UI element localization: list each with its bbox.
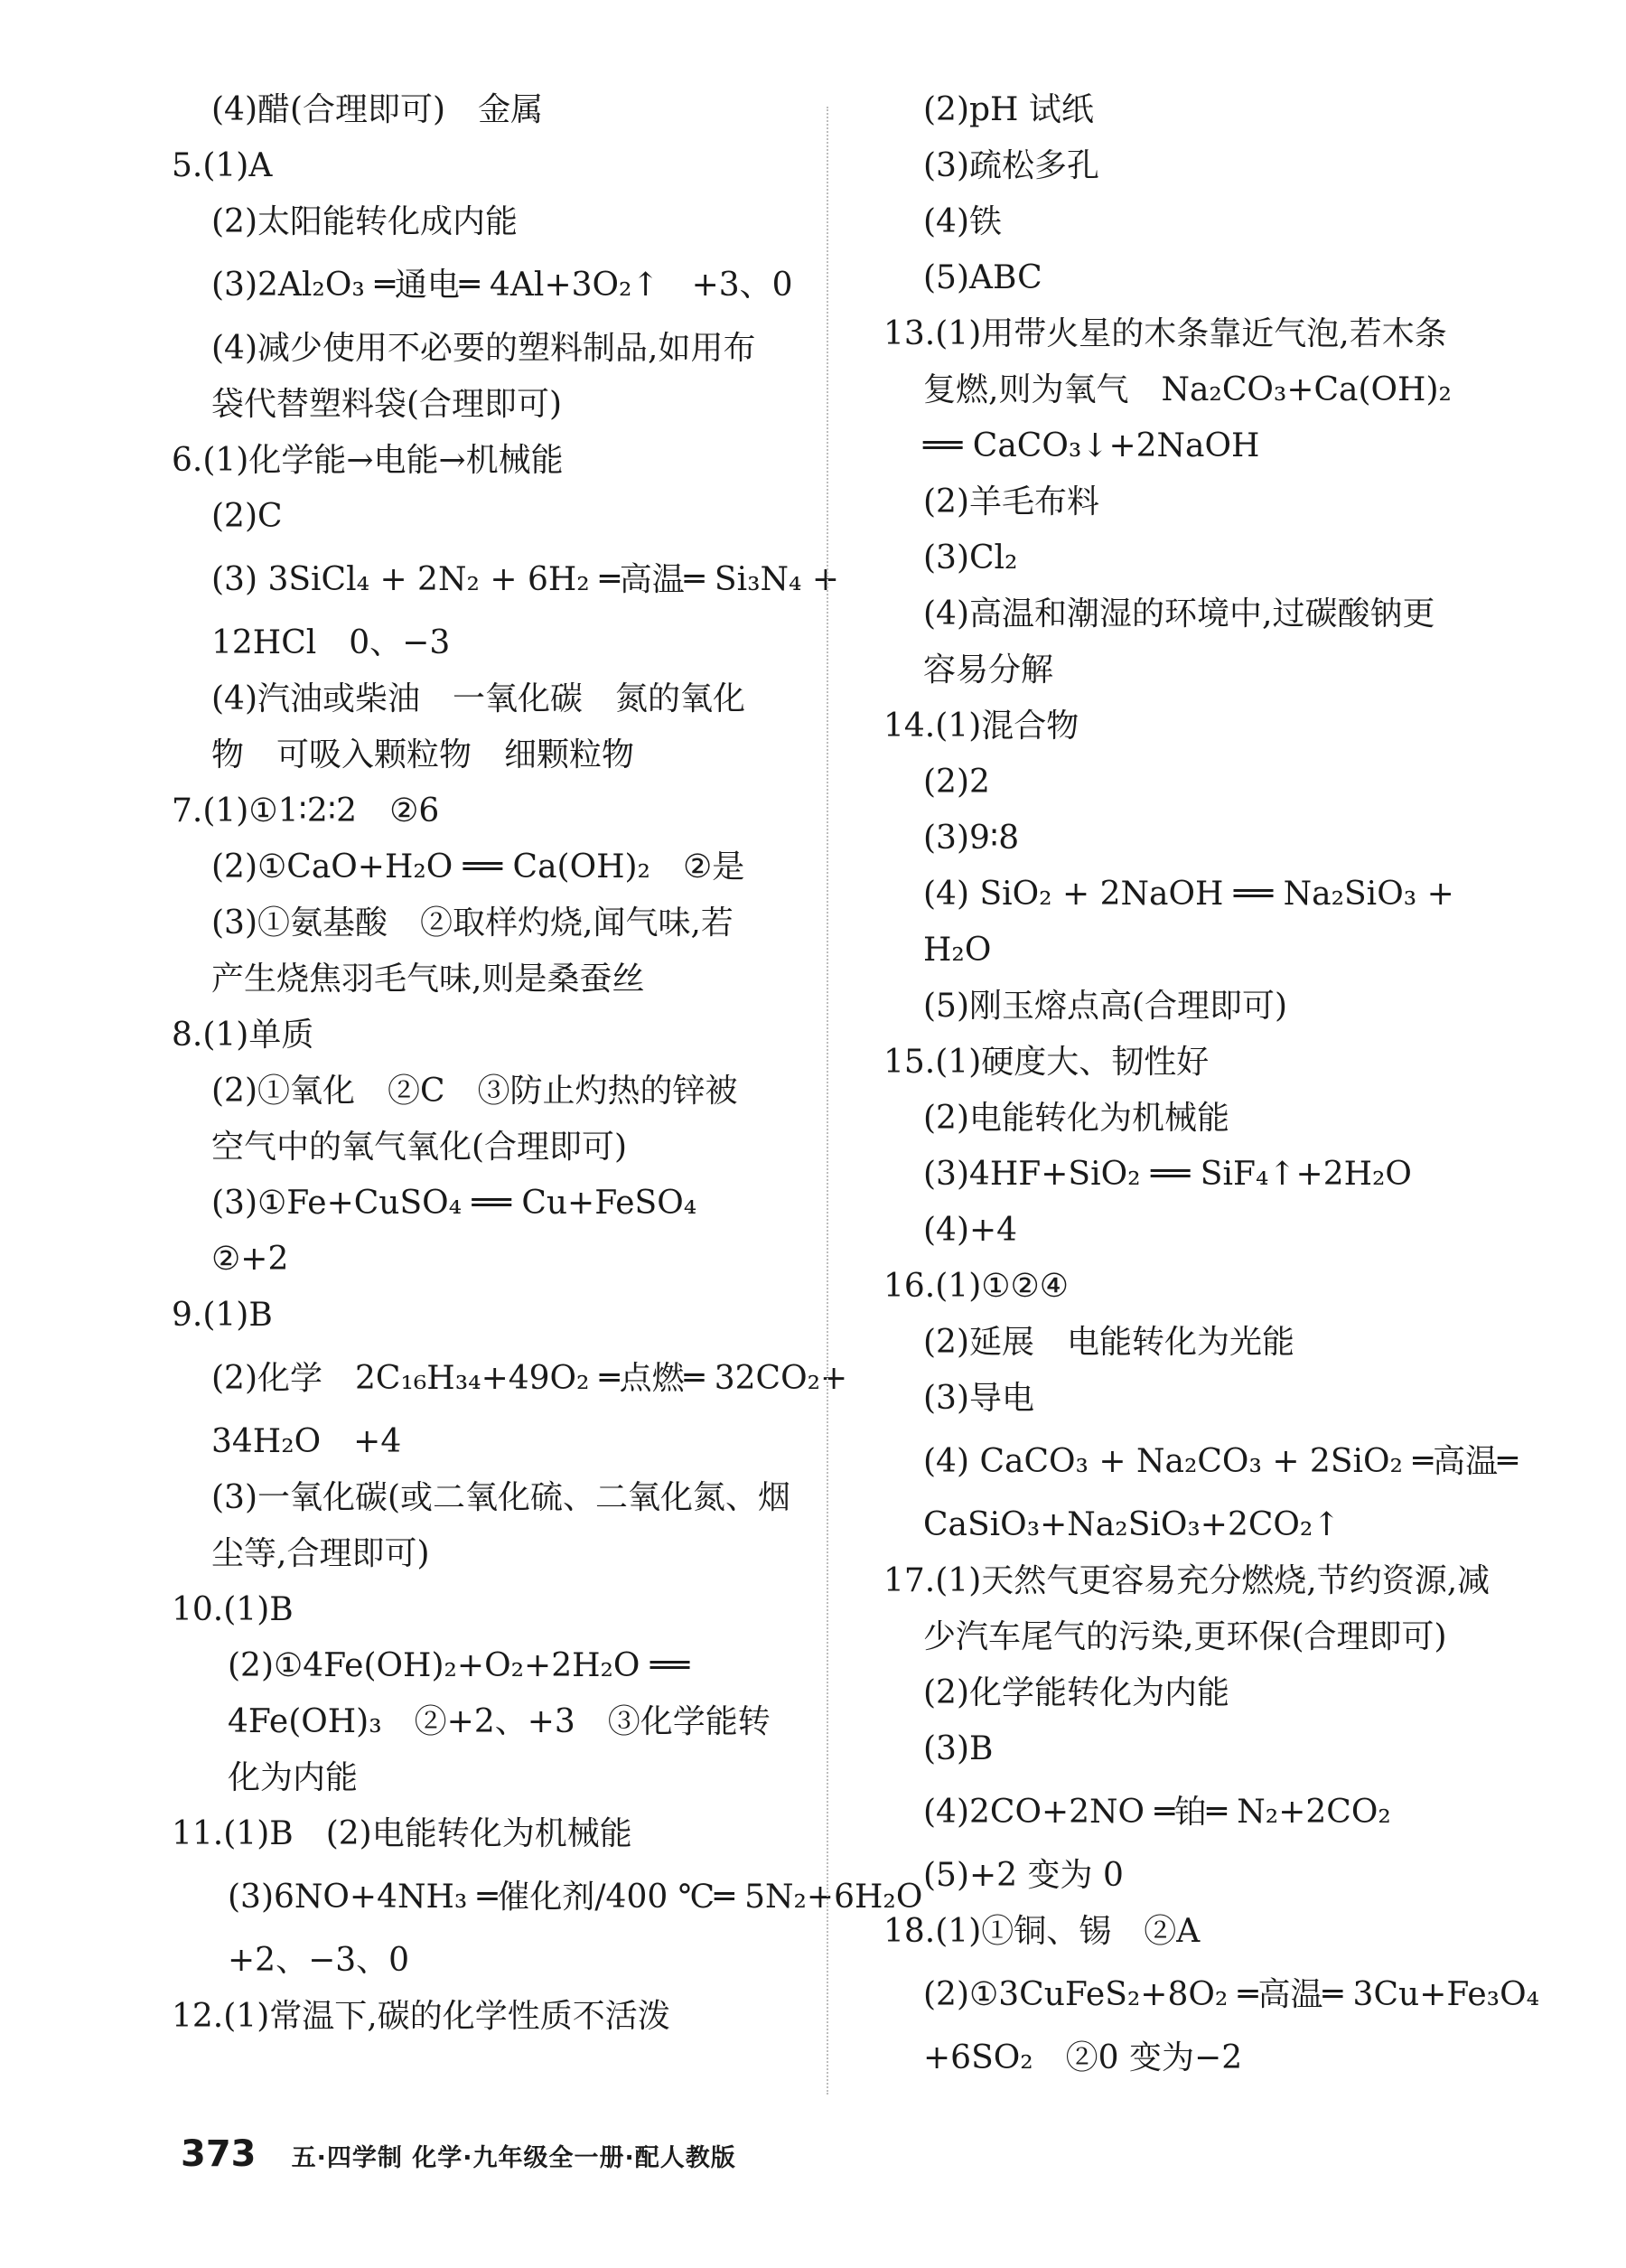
answer-line: ══ CaCO₃↓+2NaOH — [923, 427, 1260, 464]
answer-line: (2)①3CuFeS₂+8O₂ ═高温═ 3Cu+Fe₃O₄ — [923, 1976, 1540, 2013]
left-column — [172, 90, 923, 2053]
answer-line: (4)高温和潮湿的环境中,过碳酸钠更 — [923, 595, 1435, 633]
column-divider — [827, 107, 828, 2095]
answer-line: (4)2CO+2NO ═铂═ N₂+2CO₂ — [923, 1794, 1391, 1831]
answer-line: (3)①氨基酸 ②取样灼烧,闻气味,若 — [211, 904, 734, 942]
answer-line: 尘等,合理即可) — [211, 1535, 430, 1572]
answer-line: ②+2 — [211, 1241, 289, 1278]
book-title: 五·四学制 化学·九年级全一册·配人教版 — [291, 2144, 736, 2172]
answer-line: (2)pH 试纸 — [923, 91, 1094, 128]
answer-line: 化为内能 — [228, 1759, 359, 1796]
answer-line: 7.(1)①1∶2∶2 ②6 — [172, 792, 440, 829]
answer-line: (2)化学能转化为内能 — [923, 1674, 1229, 1711]
answer-line: 14.(1)混合物 — [883, 708, 1079, 745]
answer-line: 产生烧焦羽毛气味,则是桑蚕丝 — [211, 961, 645, 998]
answer-line: 12.(1)常温下,碳的化学性质不活泼 — [172, 1998, 670, 2035]
answer-line: 袋代替塑料袋(合理即可) — [211, 386, 563, 423]
answer-line: H₂O — [923, 932, 992, 969]
answer-line: (3)4HF+SiO₂ ══ SiF₄↑+2H₂O — [923, 1156, 1412, 1193]
answer-line: (4)醋(合理即可) 金属 — [211, 91, 544, 128]
answer-line: (5)刚玉熔点高(合理即可) — [923, 988, 1288, 1025]
answer-line: (4) CaCO₃ + Na₂CO₃ + 2SiO₂ ═高温═ — [923, 1443, 1518, 1480]
answer-line: 13.(1)用带火星的木条靠近气泡,若木条 — [883, 315, 1447, 352]
answer-line: (5)ABC — [923, 259, 1042, 296]
answer-line: 12HCl 0、−3 — [211, 624, 451, 661]
answer-line: (3)6NO+4NH₃ ═催化剂/400 ℃═ 5N₂+6H₂O — [228, 1879, 923, 1916]
answer-line: (4)减少使用不必要的塑料制品,如用布 — [211, 330, 756, 367]
answer-line: (2)①4Fe(OH)₂+O₂+2H₂O ══ — [228, 1647, 690, 1684]
answer-line: 16.(1)①②④ — [883, 1268, 1070, 1305]
answer-line: +2、−3、0 — [228, 1942, 410, 1979]
answer-line: (4)+4 — [923, 1212, 1018, 1249]
answer-line: +6SO₂ ②0 变为−2 — [923, 2039, 1243, 2076]
answer-line: 18.(1)①铜、锡 ②A — [883, 1913, 1201, 1950]
answer-line: (5)+2 变为 0 — [923, 1857, 1124, 1894]
answer-line: (3)导电 — [923, 1380, 1034, 1417]
answer-line: (3)疏松多孔 — [923, 147, 1099, 184]
answer-line: (3)Cl₂ — [923, 539, 1018, 576]
page-footer — [181, 2129, 736, 2179]
answer-line: CaSiO₃+Na₂SiO₃+2CO₂↑ — [923, 1506, 1341, 1543]
answer-line: 物 可吸入颗粒物 细颗粒物 — [211, 736, 635, 773]
answer-line: (2)太阳能转化成内能 — [211, 203, 518, 240]
answer-line: (2)C — [211, 498, 283, 535]
answer-line: 6.(1)化学能→电能→机械能 — [172, 442, 564, 479]
answer-line: 11.(1)B (2)电能转化为机械能 — [172, 1815, 632, 1852]
answer-line: (3)①Fe+CuSO₄ ══ Cu+FeSO₄ — [211, 1185, 697, 1222]
answer-line: 10.(1)B — [172, 1591, 294, 1628]
answer-line: 少汽车尾气的污染,更环保(合理即可) — [923, 1618, 1447, 1655]
page-number: 373 — [181, 2133, 257, 2175]
answer-line: (2)①CaO+H₂O ══ Ca(OH)₂ ②是 — [211, 848, 745, 886]
answer-line: 复燃,则为氧气 Na₂CO₃+Ca(OH)₂ — [923, 371, 1452, 408]
answer-line: 空气中的氧气氧化(合理即可) — [211, 1129, 628, 1166]
answer-line: (4)汽油或柴油 一氧化碳 氮的氧化 — [211, 680, 745, 717]
answer-line: (2)延展 电能转化为光能 — [923, 1324, 1294, 1361]
answer-line: (3)B — [923, 1730, 994, 1767]
answer-line: 容易分解 — [923, 651, 1054, 689]
answer-line: (3)一氧化碳(或二氧化硫、二氧化氮、烟 — [211, 1479, 791, 1516]
answer-line: (2)2 — [923, 764, 990, 801]
answer-line: (3)9∶8 — [923, 820, 1020, 857]
answer-line: 4Fe(OH)₃ ②+2、+3 ③化学能转 — [228, 1703, 771, 1740]
answer-line: (2)电能转化为机械能 — [923, 1100, 1229, 1137]
answer-line: 15.(1)硬度大、韧性好 — [883, 1044, 1210, 1081]
answer-line: 34H₂O +4 — [211, 1423, 402, 1460]
answer-line: 5.(1)A — [172, 147, 273, 184]
answer-line: (4)铁 — [923, 203, 1002, 240]
answer-line: 17.(1)天然气更容易充分燃烧,节约资源,减 — [883, 1562, 1490, 1599]
answer-line: (4) SiO₂ + 2NaOH ══ Na₂SiO₃ + — [923, 876, 1454, 913]
answer-line: 9.(1)B — [172, 1297, 273, 1334]
answer-line: (2)羊毛布料 — [923, 483, 1099, 520]
answer-line: (2)化学 2C₁₆H₃₄+49O₂ ═点燃═ 32CO₂+ — [211, 1360, 848, 1397]
answer-line: 8.(1)单质 — [172, 1017, 314, 1054]
answer-line: (3) 3SiCl₄ + 2N₂ + 6H₂ ═高温═ Si₃N₄ + — [211, 561, 840, 598]
right-column — [883, 90, 1540, 2095]
answer-line: (3)2Al₂O₃ ═通电═ 4Al+3O₂↑ +3、0 — [211, 267, 793, 304]
answer-line: (2)①氧化 ②C ③防止灼热的锌被 — [211, 1073, 738, 1110]
